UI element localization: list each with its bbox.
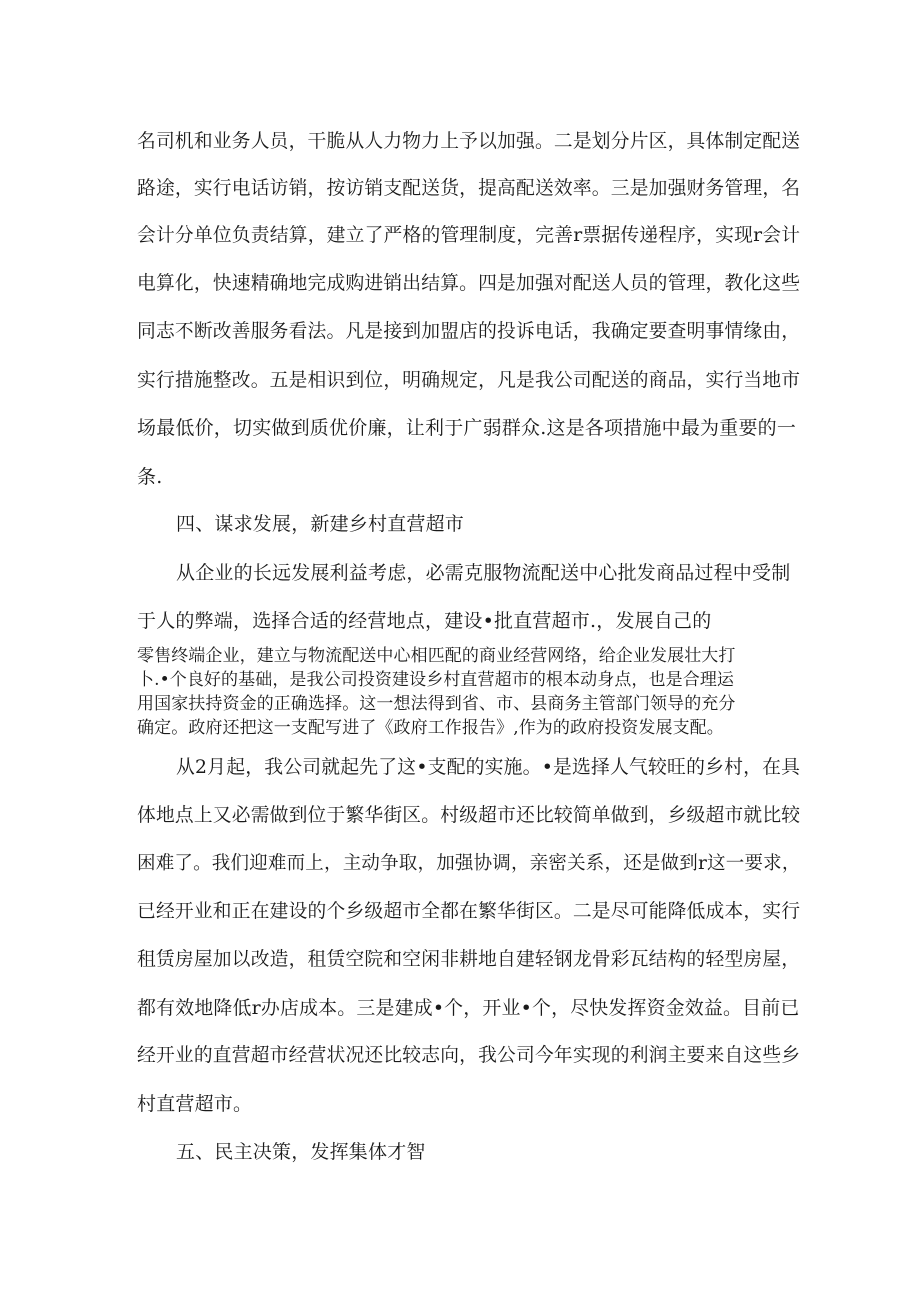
paragraph-a-line-8: 条. bbox=[137, 466, 163, 488]
paragraph-b-line-2: 于人的弊端，选择合适的经营地点，建设•批直营超市.，发展自己的 bbox=[137, 610, 712, 632]
paragraph-a-line-2: 路途，实行电话访销，按访销支配送货，提高配送效率。三是加强财务管理，名 bbox=[137, 178, 801, 199]
paragraph-c-line-1: 从2月起，我公司就起先了这•支配的实施。•是选择人气较旺的乡村，在具 bbox=[176, 757, 801, 778]
paragraph-b-line-6: 确定。政府还把这一支配写进了《政府工作报告》,作为的政府投资发展支配。 bbox=[137, 718, 724, 738]
paragraph-a-line-7: 场最低价，切实做到质优价廉，让利于广弱群众.这是各项措施中最为重要的一 bbox=[137, 417, 797, 439]
paragraph-c-line-4: 已经开业和正在建设的个乡级超市全都在繁华街区。二是尽可能降低成本，实行 bbox=[137, 901, 801, 922]
paragraph-a-line-4: 电算化，快速精确地完成购进销出结算。四是加强对配送人员的管理，教化这些 bbox=[137, 273, 801, 294]
paragraph-b-line-4: 卜.•个良好的基础，是我公司投资建设乡村直营超市的根本动身点，也是合理运 bbox=[137, 670, 735, 690]
paragraph-c-line-2: 体地点上又必需做到位于繁华街区。村级超市还比较简单做到，乡级超市就比较 bbox=[137, 805, 801, 826]
paragraph-b-line-1: 从企业的长远发展利益考虑，必需克服物流配送中心批发商品过程中受制 bbox=[176, 562, 791, 584]
paragraph-a-line-3: 会计分单位负责结算，建立了严格的管理制度，完善r票据传递程序，实现r会计 bbox=[137, 225, 801, 246]
paragraph-c-line-8: 村直营超市。 bbox=[137, 1093, 253, 1115]
paragraph-c-line-6: 都有效地降低r办店成本。三是建成•个，开业•个，尽快发挥资金效益。目前已 bbox=[137, 997, 800, 1019]
paragraph-c-line-5: 租赁房屋加以改造，租赁空院和空闲非耕地自建轻钢龙骨彩瓦结构的轻型房屋， bbox=[137, 949, 801, 970]
paragraph-a-line-5: 同志不断改善服务看法。凡是接到加盟店的投诉电话，我确定要查明事情缘由， bbox=[137, 321, 801, 342]
paragraph-b-line-5: 用国家扶持资金的正确选择。这一想法得到省、市、县商务主管部门领导的充分 bbox=[137, 694, 736, 714]
paragraph-a-line-1: 名司机和业务人员，干脆从人力物力上予以加强。二是划分片区，具体制定配送 bbox=[137, 131, 801, 152]
paragraph-b-line-3: 零售终端企业，建立与物流配送中心相匹配的商业经营网络，给企业发展壮大打 bbox=[137, 646, 736, 666]
paragraph-a-line-6: 实行措施整改。五是相识到位，明确规定，凡是我公司配送的商品，实行当地市 bbox=[137, 370, 801, 391]
section-heading-4: 四、谋求发展，新建乡村直营超市 bbox=[176, 513, 465, 535]
paragraph-c-line-3: 困难了。我们迎难而上，主动争取，加强协调，亲密关系，还是做到r这一要求， bbox=[137, 853, 801, 874]
paragraph-c-line-7: 经开业的直营超市经营状况还比较志向，我公司今年实现的利润主要来自这些乡 bbox=[137, 1045, 801, 1066]
section-heading-5: 五、民主决策，发挥集体才智 bbox=[176, 1141, 426, 1163]
